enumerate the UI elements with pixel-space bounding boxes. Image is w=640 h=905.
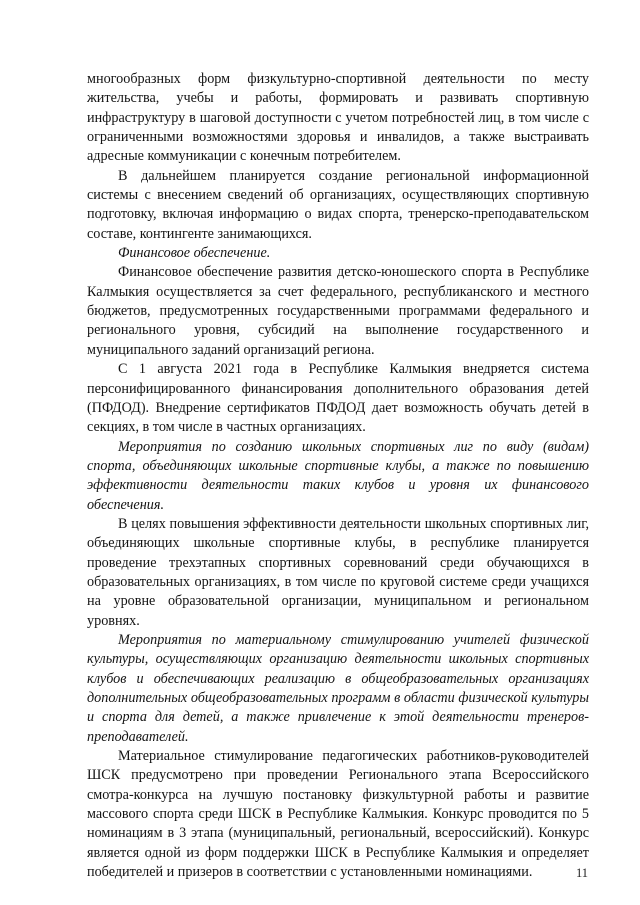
page-number: 11 [576, 866, 589, 880]
paragraph-continuation: многообразных форм физкультурно-спортивной деятельности по месту жительства, учебы и работы, формировать и развивать спортивную инфраструктуру в шаговой доступности с учетом потребностей лиц, в том числе с ограниченными возможностями здоровья и инвалидов, а также выстраивать адресные коммуникации с конечным потребителем. [87, 71, 589, 165]
document-body [87, 70, 589, 882]
section-heading-financing: Финансовое обеспечение. [118, 245, 271, 262]
paragraph-teacher-incentives: Материальное стимулирование педагогических работников-руководителей ШСК предусмотрено при проведении Регионального этапа Всероссийского смотра-конкурса на лучшую постановку физкультурной работы и развитие массового спорта среди ШСК в Республике Калмыкия. Конкурс проводится по 5 номинациям в 3 этапа (муниципальный, региональный, всероссийский). Конкурс является одной из форм поддержки ШСК в Республике Калмыкия и определяет победителей и призеров в соответствии с установленными номинациями. [87, 748, 589, 881]
paragraph-financing: Финансовое обеспечение развития детско-юношеского спорта в Республике Калмыкия осуществляется за счет федерального, республиканского и местного бюджетов, предусмотренных государственными программами федерального и регионального уровня, субсидий на выполнение государственного и муниципального заданий организаций региона. [87, 264, 589, 358]
section-heading-teacher-incentives: Мероприятия по материальному стимулированию учителей физической культуры, осуществляющих организацию деятельности школьных спортивных клубов и обеспечивающих реализацию в общеобразовательных организациях дополнительных общеобразовательных программ в области физической культуры и спорта для детей, а также привлечение к этой деятельности тренеров-преподавателей. [87, 631, 589, 745]
paragraph-pfdod: С 1 августа 2021 года в Республике Калмыкия внедряется система персонифицированного финансирования дополнительного образования детей (ПФДОД). Внедрение сертификатов ПФДОД дает возможность обучать детей в секциях, в том числе в частных организациях. [87, 361, 589, 436]
paragraph-information-system: В дальнейшем планируется создание региональной информационной системы с внесением сведений об организациях, осуществляющих спортивную подготовку, включая информацию о видах спорта, тренерско-преподавательском составе, контингенте занимающихся. [87, 167, 589, 242]
section-heading-school-leagues: Мероприятия по созданию школьных спортивных лиг по виду (видам) спорта, объединяющих школьные спортивные клубы, а также по повышению эффективности деятельности таких клубов и уровня их финансового обеспечения. [87, 438, 589, 513]
paragraph-school-leagues: В целях повышения эффективности деятельности школьных спортивных лиг, объединяющих школьные спортивные клубы, в республике планируется проведение трехэтапных спортивных соревнований среди обучающихся в образовательных организациях, в том числе по круговой системе среди учащихся на уровне образовательной организации, муниципальном и региональном уровнях. [87, 515, 589, 629]
